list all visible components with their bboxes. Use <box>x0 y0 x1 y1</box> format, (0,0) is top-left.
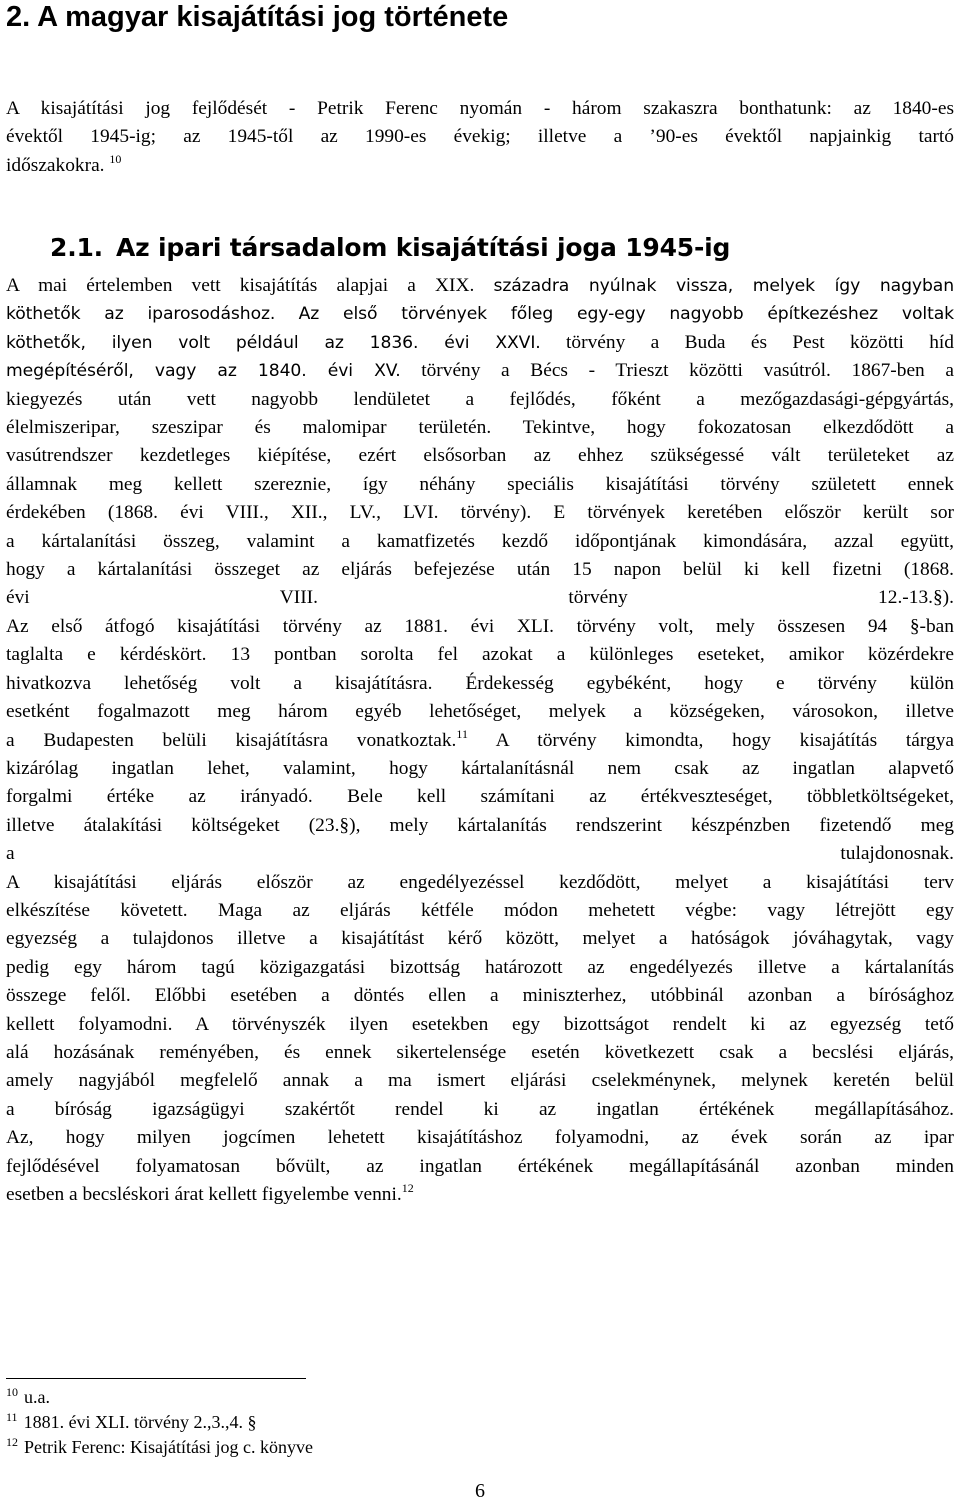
text-line: pedig egy három tagú közigazgatási bizottság határozott az engedélyezés illetve a kártalanítás <box>6 956 954 978</box>
text-line: A kisajátítási jog fejlődését - Petrik Ferenc nyomán - három szakaszra bonthatunk: az 1840-es <box>6 98 954 119</box>
text-line: megépítéséről, vagy az 1840. évi XV. törvény a Bécs - Trieszt közötti vasútról. 1867-ben a <box>6 360 954 382</box>
text-line: fejlődésével folyamatosan bővült, az ingatlan értékének megállapításánál azonban minden <box>6 1155 954 1177</box>
text-line: A kisajátítási eljárás először az engedélyezéssel kezdődött, melyet a kisajátítási terv <box>6 871 954 893</box>
footnote-text: 1881. évi XLI. törvény 2.,3.,4. § <box>23 1412 257 1432</box>
text-line: Az, hogy milyen jogcímen lehetett kisajátításhoz folyamodni, az évek során az ipar <box>6 1127 954 1149</box>
footnote-number: 10 <box>6 1385 18 1399</box>
text-line: kiegyezés után vett nagyobb lendületet a fejlődés, főként a mezőgazdasági-gépgyártás, <box>6 388 954 410</box>
footnote-separator <box>6 1378 306 1379</box>
text-line: alá hozásának reményében, és ennek sikertelensége esetén következett csak a becslési eljárás, <box>6 1041 954 1063</box>
footnote-text: u.a. <box>24 1387 50 1407</box>
text-line: élelmiszeripar, szeszipar és malomipar területén. Tekintve, hogy fokozatosan elkezdődött a <box>6 417 954 439</box>
text-line: hivatkozva lehetőség volt a kisajátításra. Érdekesség egybéként, hogy e törvény külön <box>6 672 954 694</box>
text-line: esetként fogalmazott meg három egyéb lehetőséget, melyek a községeken, városokon, illetve <box>6 701 954 723</box>
text-line: érdekében (1868. évi VIII., XII., LV., LVI. törvény). E törvények keretében először került sor <box>6 502 954 524</box>
footnote-item <box>6 1410 313 1435</box>
intro-paragraph <box>6 95 954 180</box>
footnotes <box>6 1385 313 1460</box>
footnote-number: 12 <box>6 1435 18 1449</box>
main-paragraph <box>6 272 954 1209</box>
footnote-number: 11 <box>6 1410 18 1424</box>
text-line: a kártalanítási összeg, valamint a kamatfizetés kezdő időpontjának kimondására, azzal együtt, <box>6 530 954 552</box>
text-line: forgalmi értéke az irányadó. Bele kell számítani az értékveszteséget, többletköltségeket, <box>6 786 954 808</box>
section-heading <box>50 230 730 266</box>
text-line: elkészítése követett. Maga az eljárás kétféle módon mehetett végbe: vagy létrejött egy <box>6 899 955 921</box>
text-line: illetve átalakítási költségeket (23.§), mely kártalanítás rendszerint készpénzben fizetendő meg <box>6 814 954 836</box>
footnote-reference[interactable]: 11 <box>456 726 468 741</box>
text-line: a Budapesten belüli kisajátításra vonatkoztak.$^{11}$ A törvény kimondta, hogy kisajátítás tárgya <box>6 726 954 751</box>
text-line: összege felől. Előbbi esetében a döntés ellen a miniszterhez, utóbbinál azonban a bírósághoz <box>6 985 954 1007</box>
text-line: köthetők az iparosodáshoz. Az első törvények főleg egy-egy nagyobb építkezéshez voltak <box>6 304 955 325</box>
text-line: évi VIII. törvény 12.-13.§). <box>6 587 954 609</box>
page-number: 6 <box>475 1480 485 1502</box>
text-line: A mai értelemben vett kisajátítás alapjai a XIX. századra nyúlnak vissza, melyek így nagyban <box>6 275 954 296</box>
text-line: kellett folyamodni. A törvényszék ilyen esetekben egy bizottságot rendelt ki az egyezség tető <box>6 1013 954 1035</box>
text-line: évektől 1945-ig; az 1945-től az 1990-es évekig; illetve a ’90-es évektől napjainkig tartó <box>6 126 954 148</box>
text-line: államnak meg kellett szereznie, így néhány speciális kisajátítási törvény született ennek <box>6 473 954 495</box>
text-line: egyezség a tulajdonos illetve a kisajátítást kérő között, melyet a hatóságok jóváhagytak, vagy <box>6 928 954 950</box>
text-line: Az első átfogó kisajátítási törvény az 1881. évi XLI. törvény volt, mely összesen 94 §-ban <box>6 615 954 637</box>
text-line: kizárólag ingatlan lehet, valamint, hogy kártalanításnál nem csak az ingatlan alapvető <box>6 757 954 779</box>
section-number: 2.1. <box>50 233 103 262</box>
text-line: a bíróság igazságügyi szakértőt rendel ki az ingatlan értékének megállapításához. <box>6 1098 954 1120</box>
text-line: hogy a kártalanítási összeget az eljárás befejezése után 15 napon belül ki kell fizetni (1868. <box>6 559 954 581</box>
footnote-reference[interactable]: 12 <box>401 1181 414 1195</box>
text-line: időszakokra. $^{10}$ <box>6 151 122 176</box>
chapter-title: 2. A magyar kisajátítási jog története <box>6 1 509 33</box>
footnote-text: Petrik Ferenc: Kisajátítási jog c. könyve <box>24 1437 313 1457</box>
text-line: köthetők, ilyen volt például az 1836. évi XXVI. törvény a Buda és Pest közötti híd <box>6 331 954 353</box>
footnote-item <box>6 1385 313 1410</box>
section-title: Az ipari társadalom kisajátítási joga 1945-ig <box>116 233 731 262</box>
footnote-reference[interactable]: 10 <box>109 151 122 166</box>
text-line: a tulajdonosnak. <box>6 843 954 865</box>
text-line: amely nagyjából megfelelő annak a ma ismert eljárási cselekménynek, melynek keretén belül <box>6 1070 954 1092</box>
text-line: vasútrendszer kezdetleges kiépítése, ezért elsősorban az ehhez szükségessé vált területeket az <box>6 445 954 467</box>
footnote-item <box>6 1435 313 1460</box>
text-line: taglalta e kérdéskört. 13 pontban sorolta fel azokat a különleges eseteket, amikor közérdekre <box>6 644 954 666</box>
text-line: esetben a becsléskori árat kellett figyelembe venni.$^{12}$ <box>6 1181 414 1205</box>
